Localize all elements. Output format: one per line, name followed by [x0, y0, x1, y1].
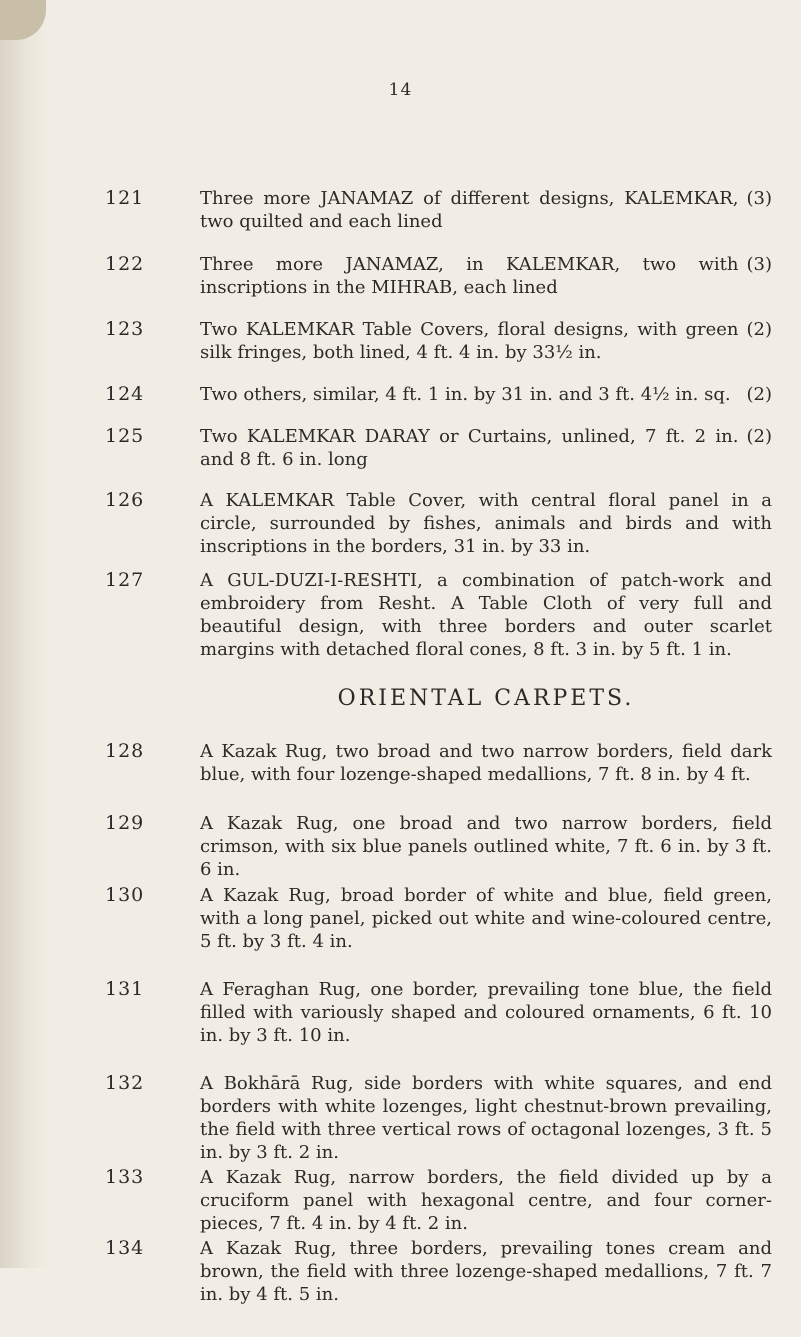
lot-text: Three more JANAMAZ of different designs, KALEMKAR, two quilted and each lined [200, 188, 739, 232]
lot-description [200, 318, 772, 364]
lot-text: Two KALEMKAR Table Covers, floral designs, with green silk fringes, both lined, 4 ft. 4 in. by 33½ in. [200, 319, 739, 363]
lot-count: (3) [746, 254, 772, 275]
lot-130 [0, 884, 801, 984]
lot-text: Two others, similar, 4 ft. 1 in. by 31 in. and 3 ft. 4½ in. sq. [200, 384, 731, 405]
lot-description [200, 1072, 772, 1164]
lot-count: (2) [746, 384, 772, 405]
lot-number: 122 [105, 253, 145, 275]
section-heading: ORIENTAL CARPETS. [337, 686, 635, 711]
lot-127 [0, 569, 801, 669]
lot-text: A KALEMKAR Table Cover, with central floral panel in a circle, surrounded by fishes, animals and birds and with inscriptions in the borders, 31 in. by 33 in. [200, 490, 772, 557]
lot-count: (2) [746, 319, 772, 340]
lot-count: (3) [746, 188, 772, 209]
lot-text: A Kazak Rug, one broad and two narrow borders, field crimson, with six blue panels outlined white, 7 ft. 6 in. by 3 ft. 6 in. [200, 813, 772, 880]
lot-description [200, 1166, 772, 1235]
lot-description [200, 1237, 772, 1306]
lot-text: A Kazak Rug, broad border of white and blue, field green, with a long panel, picked out white and wine-coloured centre, 5 ft. by 3 ft. 4 in. [200, 885, 772, 952]
lot-text: A Feraghan Rug, one border, prevailing tone blue, the field filled with variously shaped and coloured ornaments, 6 ft. 10 in. by 3 ft. 10 in. [200, 979, 772, 1046]
lot-text: A GUL-DUZI-I-RESHTI, a combination of patch-work and embroidery from Resht. A Table Cloth of very full and beautiful design, with three borders and outer scarlet margins with detached floral cones, 8 ft. 3 in. by 5 ft. 1 in. [200, 570, 772, 660]
lot-text: A Kazak Rug, three borders, prevailing tones cream and brown, the field with three lozenge-shaped medallions, 7 ft. 7 in. by 4 ft. 5 in. [200, 1238, 772, 1305]
lot-number: 123 [105, 318, 145, 340]
lot-description [200, 383, 772, 406]
lot-number: 128 [105, 740, 145, 762]
lot-description [200, 187, 772, 233]
lot-description [200, 884, 772, 953]
lot-number: 134 [105, 1237, 145, 1259]
lot-text: Three more JANAMAZ, in KALEMKAR, two with inscriptions in the MIHRAB, each lined [200, 254, 739, 298]
lot-131 [0, 978, 801, 1078]
lot-text: A Bokhārā Rug, side borders with white squares, and end borders with white lozenges, light chestnut-brown prevailing, the field with three vertical rows of octagonal lozenges, 3 ft. 5 in. by 3 ft. 2 in. [200, 1073, 772, 1163]
lot-number: 132 [105, 1072, 145, 1094]
lot-text: Two KALEMKAR DARAY or Curtains, unlined, 7 ft. 2 in. and 8 ft. 6 in. long [200, 426, 739, 470]
lot-description [200, 978, 772, 1047]
lot-description [200, 812, 772, 881]
lot-number: 124 [105, 383, 145, 405]
lot-number: 121 [105, 187, 145, 209]
lot-count: (2) [746, 426, 772, 447]
page-number: 14 [388, 80, 413, 100]
lot-number: 131 [105, 978, 145, 1000]
lot-text: A Kazak Rug, narrow borders, the field divided up by a cruciform panel with hexagonal centre, and four corner-pieces, 7 ft. 4 in. by 4 ft. 2 in. [200, 1167, 772, 1234]
lot-number: 129 [105, 812, 145, 834]
lot-description [200, 569, 772, 661]
lot-number: 133 [105, 1166, 145, 1188]
lot-number: 126 [105, 489, 145, 511]
lot-description [200, 740, 772, 786]
lot-description [200, 253, 772, 299]
lot-number: 125 [105, 425, 145, 447]
lot-number: 130 [105, 884, 145, 906]
lot-132 [0, 1072, 801, 1172]
lot-text: A Kazak Rug, two broad and two narrow borders, field dark blue, with four lozenge-shaped medallions, 7 ft. 8 in. by 4 ft. [200, 741, 772, 785]
lot-description [200, 425, 772, 471]
lot-number: 127 [105, 569, 145, 591]
lot-description [200, 489, 772, 558]
lot-134 [0, 1237, 801, 1337]
